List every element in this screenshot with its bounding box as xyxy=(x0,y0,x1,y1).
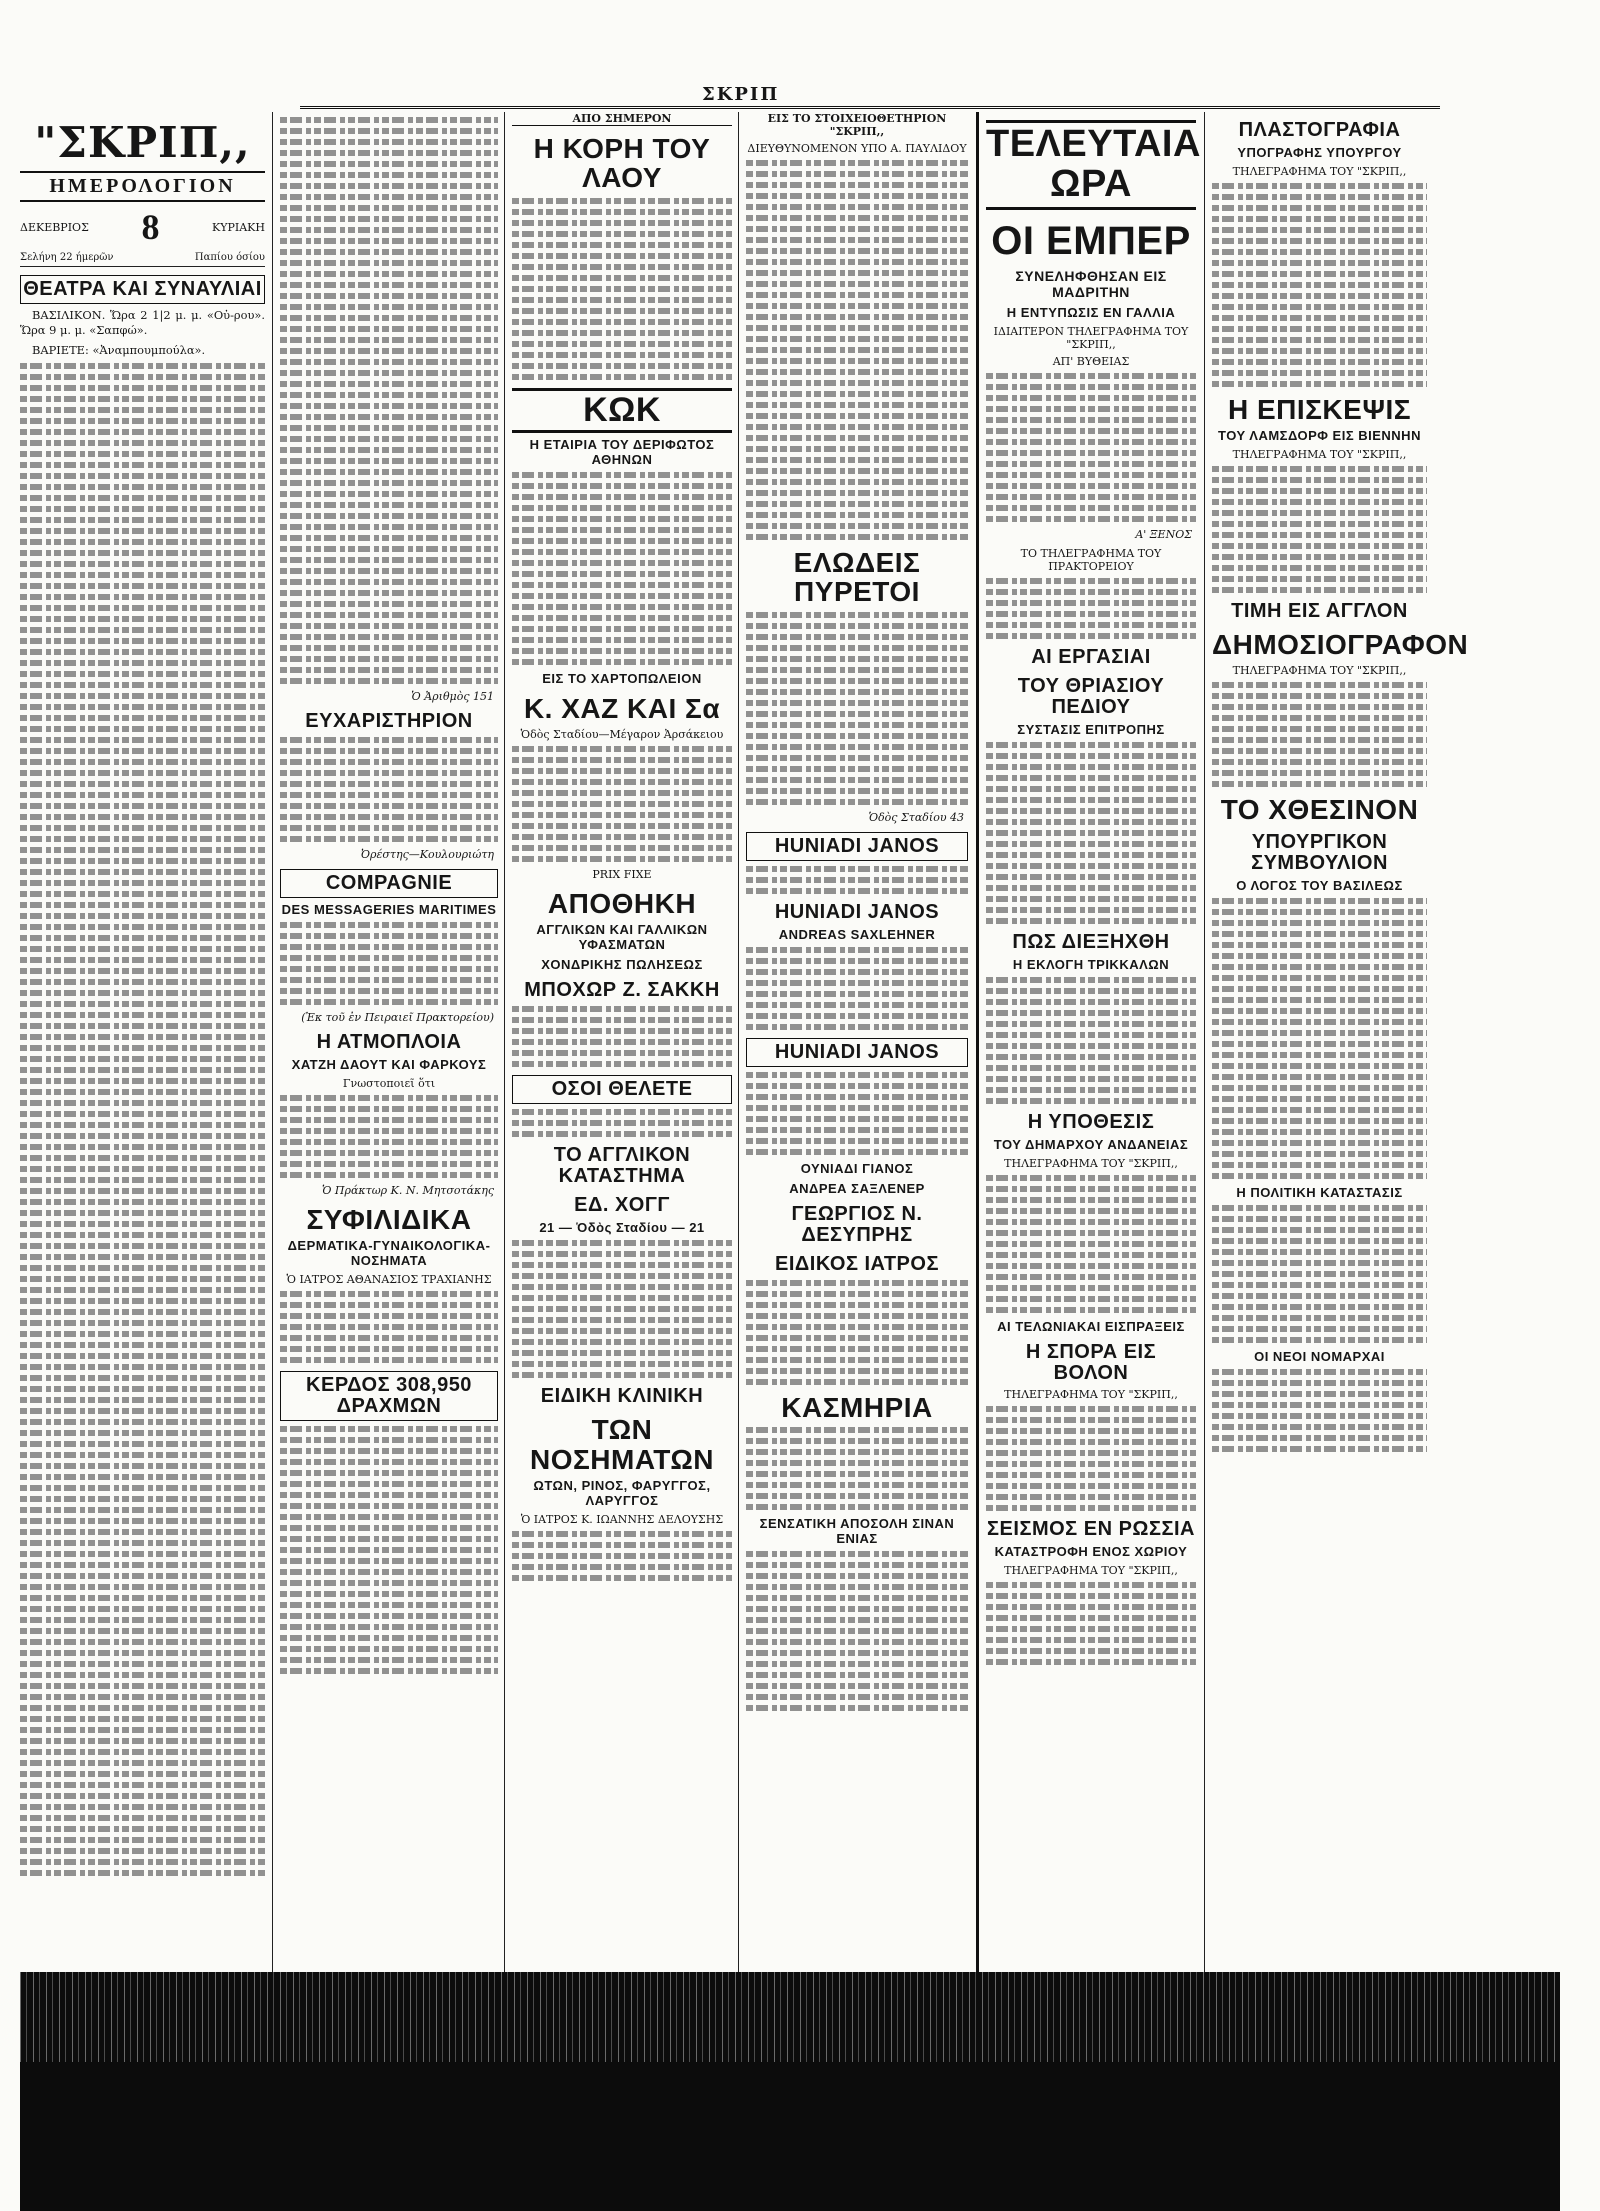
telegram-label: ΙΔΙΑΙΤΕΡΟΝ ΤΗΛΕΓΡΑΦΗΜΑ ΤΟΥ "ΣΚΡΙΠ,, xyxy=(993,324,1189,351)
section-label: ΑΠΟ ΣΗΜΕΡΟΝ xyxy=(512,112,732,126)
ad-subheading: ΧΟΝΔΡΙΚΗΣ ΠΩΛΗΣΕΩΣ xyxy=(541,957,703,973)
ad-subheading: ΥΠΟΓΡΑΦΗΣ ΥΠΟΥΡΓΟΥ xyxy=(1237,145,1402,160)
article-text-lines xyxy=(986,1406,1196,1511)
ad-heading: Η ΕΠΙΣΚΕΨΙΣ xyxy=(1227,394,1412,425)
theatres-heading: ΘΕΑΤΡΑ ΚΑΙ ΣΥΝΑΥΛΙΑΙ xyxy=(20,275,265,304)
theatre-listing: ΒΑΡΙΕΤΕ: «Ἀναμπουμπούλα». xyxy=(32,343,206,358)
ad-subheading: ΣΥΝΕΛΗΦΘΗΣΑΝ ΕΙΣ ΜΑΔΡΙΤΗΝ xyxy=(1015,267,1167,300)
column-6 xyxy=(1212,112,1469,1972)
ad-subheading: ΟΙ ΝΕΟΙ ΝΟΜΑΡΧΑΙ xyxy=(1254,1349,1385,1365)
ad-subheading: ΣΕΝΣΑΤΙΚΗ ΑΠΟΣΟΛΗ ΣΙΝΑΝ ΕΝΙΑΣ xyxy=(759,1516,955,1547)
column-1 xyxy=(20,112,265,1972)
ad-heading: ΠΩΣ ΔΙΕΞΗΧΘΗ xyxy=(1012,930,1170,953)
ad-heading: ΤΟ ΑΓΓΛΙΚΟΝ ΚΑΤΑΣΤΗΜΑ xyxy=(553,1144,691,1188)
ad-heading: ΟΣΟΙ ΘΕΛΕΤΕ xyxy=(512,1075,732,1104)
column-rule xyxy=(504,112,505,1972)
ad-heading: HUNIADI JANOS xyxy=(746,832,968,861)
article-text-lines xyxy=(1212,1205,1427,1343)
article-text-lines xyxy=(746,1072,968,1155)
ad-note: Ὁ ΙΑΤΡΟΣ Κ. ΙΩΑΝΝΗΣ ΔΕΛΟΥΣΗΣ xyxy=(520,1513,724,1527)
scan-border xyxy=(20,1972,1560,2211)
article-text-lines xyxy=(280,117,498,684)
ad-heading: COMPAGNIE xyxy=(280,869,498,898)
theatre-listing: ΒΑΣΙΛΙΚΟΝ. Ὥρα 2 1|2 μ. μ. «Οὐ-ρου». Ὥρα 9 μ. μ. «Σαπφώ». xyxy=(20,308,265,338)
article-text-lines xyxy=(280,1426,498,1674)
latest-hour-heading: ΤΕΛΕΥΤΑΙΑ ΩΡΑ xyxy=(986,120,1196,210)
ad-heading: ΤΩΝ ΝΟΣΗΜΑΤΩΝ xyxy=(529,1414,714,1475)
ad-subheading: DES MESSAGERIES MARITIMES xyxy=(281,902,497,917)
ad-heading: ΚΩΚ xyxy=(512,388,732,434)
ad-subheading: ΟΥΝΙΑΔΙ ΓΙΑΝΟΣ xyxy=(800,1160,914,1176)
ad-subheading: ANDREAS SAXLEHNER xyxy=(778,926,936,942)
ad-heading: ΕΙΔΙΚΟΣ ΙΑΤΡΟΣ xyxy=(775,1252,939,1275)
ad-heading: ΤΟ ΧΘΕΣΙΝΟΝ xyxy=(1220,793,1419,825)
article-text-lines xyxy=(512,1006,732,1067)
ad-heading: ΤΟΥ ΘΡΙΑΣΙΟΥ ΠΕΔΙΟΥ xyxy=(1017,674,1165,718)
section-label: ΕΙΣ ΤΟ ΣΤΟΙΧΕΙΟΘΕΤΗΡΙΟΝ "ΣΚΡΙΠ,, xyxy=(767,112,947,138)
column-2 xyxy=(280,112,498,1972)
ad-heading: ΑΠΟΘΗΚΗ xyxy=(547,887,697,919)
ad-heading: Κ. ΧΑΖ ΚΑΙ Σα xyxy=(523,693,721,725)
article-text-lines xyxy=(512,1531,732,1581)
ad-heading: ΔΗΜΟΣΙΟΓΡΑΦΟΝ xyxy=(1212,629,1469,661)
telegram-label: ΤΗΛΕΓΡΑΦΗΜΑ ΤΟΥ "ΣΚΡΙΠ,, xyxy=(1232,165,1407,178)
article-text-lines xyxy=(512,746,732,862)
calendar-date xyxy=(20,206,265,248)
ad-subheading: Η ΕΤΑΙΡΙΑ ΤΟΥ ΔΕΡΙΦΩΤΟΣ ΑΘΗΝΩΝ xyxy=(529,437,715,468)
article-text-lines xyxy=(746,612,968,805)
article-signature: Ὁ Πράκτωρ Κ. Ν. Μητσοτάκης xyxy=(321,1184,494,1197)
article-signature: Ὁδὸς Σταδίου 43 xyxy=(868,810,964,824)
calendar-notes xyxy=(20,252,265,267)
column-rule xyxy=(738,112,739,1972)
article-text-lines xyxy=(986,373,1196,522)
ad-heading: ΠΛΑΣΤΟΓΡΑΦΙΑ xyxy=(1238,119,1401,141)
ad-subheading: ΧΑΤΖΗ ΔΑΟΥΤ ΚΑΙ ΦΑΡΚΟΥΣ xyxy=(291,1057,487,1072)
ad-heading: ΕΙΔΙΚΗ ΚΛΙΝΙΚΗ xyxy=(540,1385,704,1408)
ad-heading: Η ΣΠΟΡΑ ΕΙΣ ΒΟΛΟΝ xyxy=(1025,1340,1157,1384)
article-text-lines xyxy=(1212,183,1427,387)
thanks-heading: ΕΥΧΑΡΙΣΤΗΡΙΟΝ xyxy=(305,710,473,732)
column-5 xyxy=(986,112,1201,1972)
telegram-label: ΤΟ ΤΗΛΕΓΡΑΦΗΜΑ ΤΟΥ ΠΡΑΚΤΟΡΕΙΟΥ xyxy=(1020,546,1162,573)
ad-subheading: ΣΥΣΤΑΣΙΣ ΕΠΙΤΡΟΠΗΣ xyxy=(1017,721,1165,737)
article-text-lines xyxy=(280,1291,498,1363)
ad-subheading: ΤΟΥ ΛΑΜΣΔΟΡΦ ΕΙΣ ΒΙΕΝΝΗΝ xyxy=(1218,428,1421,444)
article-text-lines xyxy=(746,1427,968,1510)
calendar-month: ΔΕΚΕΒΡΙΟΣ xyxy=(20,220,89,234)
calendar-saint: Παπίου όσίου xyxy=(194,252,265,263)
article-text-lines xyxy=(986,578,1196,639)
ad-subheading: ΤΟΥ ΔΗΜΑΡΧΟΥ ΑΝΔΑΝΕΙΑΣ xyxy=(993,1136,1189,1152)
ad-heading: ΣΕΙΣΜΟΣ ΕΝ ΡΩΣΣΙΑ xyxy=(987,1517,1195,1540)
column-rule xyxy=(1204,112,1205,1972)
article-text-lines xyxy=(512,1109,732,1137)
column-3 xyxy=(512,112,732,1972)
article-text-lines xyxy=(746,947,968,1030)
ad-heading: ΑΙ ΕΡΓΑΣΙΑΙ xyxy=(1031,645,1151,668)
newspaper-page xyxy=(20,112,1469,1972)
column-rule xyxy=(272,112,273,1972)
section-sublabel: ΔΙΕΥΘΥΝΟΜΕΝΟΝ ΥΠΟ Α. ΠΑΥΛΙΔΟΥ xyxy=(747,142,967,155)
article-text-lines xyxy=(280,1095,498,1178)
ad-subheading: ΑΝΔΡΕΑ ΣΑΞΛΕΝΕΡ xyxy=(789,1180,925,1196)
article-text-lines xyxy=(746,866,968,894)
calendar-weekday: ΚΥΡΙΑΚΗ xyxy=(212,220,265,234)
ad-subheading: ΚΑΤΑΣΤΡΟΦΗ ΕΝΟΣ ΧΩΡΙΟΥ xyxy=(994,1543,1188,1559)
ad-heading: ΥΠΟΥΡΓΙΚΟΝ ΣΥΜΒΟΥΛΙΟΝ xyxy=(1251,831,1388,875)
article-text-lines xyxy=(1212,898,1427,1179)
ad-heading: ΕΔ. ΧΟΓΓ xyxy=(574,1194,670,1217)
article-text-lines xyxy=(280,737,498,842)
ad-heading: ΜΠΟΧΩΡ Ζ. ΣΑΚΚΗ xyxy=(524,979,720,1002)
article-text-lines xyxy=(986,1582,1196,1665)
masthead-bar xyxy=(300,84,1440,109)
masthead-title: ΣΚΡΙΠ xyxy=(702,84,780,105)
telegram-label: ΤΗΛΕΓΡΑΦΗΜΑ ΤΟΥ "ΣΚΡΙΠ,, xyxy=(1232,448,1407,462)
telegram-label: ΤΗΛΕΓΡΑΦΗΜΑ ΤΟΥ "ΣΚΡΙΠ,, xyxy=(1004,1563,1178,1577)
ad-subheading: Η ΕΚΛΟΓΗ ΤΡΙΚΚΑΛΩΝ xyxy=(1012,956,1170,972)
calendar-moon: Σελήνη 22 ήμερῶν xyxy=(20,252,114,263)
article-signature: (Ἐκ τοῦ ἐν Πειραιεῖ Πρακτορείου) xyxy=(301,1011,494,1024)
article-signature: Α' ΞΕΝΟΣ xyxy=(1135,527,1192,541)
ad-heading: Η ΑΤΜΟΠΛΟΙΑ xyxy=(316,1031,462,1053)
article-text-lines xyxy=(986,742,1196,924)
dateline: ΑΠ' ΒΥΘΕΙΑΣ xyxy=(1052,354,1130,368)
ad-subheading: ΔΕΡΜΑΤΙΚΑ-ΓΥΝΑΙΚΟΛΟΓΙΚΑ-ΝΟΣΗΜΑΤΑ xyxy=(287,1238,491,1269)
ad-heading: ΚΑΣΜΗΡΙΑ xyxy=(781,1391,933,1423)
ad-heading: ΣΥΦΙΛΙΔΙΚΑ xyxy=(306,1204,472,1235)
calendar-heading: ΗΜΕΡΟΛΟΓΙΟΝ xyxy=(20,171,265,202)
ad-heading: ΟΙ ΕΜΠΕΡ xyxy=(991,218,1191,263)
article-text-lines xyxy=(512,198,732,380)
ad-subheading: ΕΙΣ ΤΟ ΧΑΡΤΟΠΩΛΕΙΟΝ xyxy=(542,671,702,687)
article-text-lines xyxy=(746,1551,968,1711)
article-signature: Ὁ Ἀριθμὸς 151 xyxy=(411,690,494,703)
ad-heading: ΤΙΜΗ ΕΙΣ ΑΓΓΛΟΝ xyxy=(1231,600,1408,623)
ad-note: Ὁ ΙΑΤΡΟΣ ΑΘΑΝΑΣΙΟΣ ΤΡΑΧΙΑΝΗΣ xyxy=(286,1273,492,1287)
ad-heading: ΕΛΩΔΕΙΣ ΠΥΡΕΤΟΙ xyxy=(793,547,921,608)
article-text-lines xyxy=(20,363,265,1876)
article-signature: Ὀρέστης—Κουλουριώτη xyxy=(361,848,494,861)
ad-subheading: ΑΙ ΤΕΛΩΝΙΑΚΑΙ ΕΙΣΠΡΑΞΕΙΣ xyxy=(997,1318,1185,1334)
column-rule xyxy=(976,112,979,1972)
ad-note: Ὁδὸς Σταδίου—Μέγαρον Ἀρσάκειου xyxy=(520,727,724,741)
ad-subheading: 21 — Ὁδὸς Σταδίου — 21 xyxy=(539,1220,705,1236)
article-text-lines xyxy=(986,977,1196,1104)
ad-subheading: Η ΠΟΛΙΤΙΚΗ ΚΑΤΑΣΤΑΣΙΣ xyxy=(1236,1185,1403,1201)
ad-subheading: Η ΕΝΤΥΠΩΣΙΣ ΕΝ ΓΑΛΛΙΑ xyxy=(1006,304,1176,320)
article-text-lines xyxy=(746,160,968,540)
telegram-label: ΤΗΛΕΓΡΑΦΗΜΑ ΤΟΥ "ΣΚΡΙΠ,, xyxy=(1004,1387,1178,1401)
article-text-lines xyxy=(1212,466,1427,593)
ad-note: Γνωστοποιεῖ ὅτι xyxy=(342,1077,436,1090)
ad-heading: Η ΥΠΟΘΕΣΙΣ xyxy=(1027,1110,1155,1133)
calendar-day-number: 8 xyxy=(141,207,160,247)
column-4 xyxy=(746,112,968,1972)
article-text-lines xyxy=(512,472,732,665)
ad-heading: Η ΚΟΡΗ ΤΟΥ ΛΑΟΥ xyxy=(533,133,711,194)
ad-subheading: ΑΓΓΛΙΚΩΝ ΚΑΙ ΓΑΛΛΙΚΩΝ ΥΦΑΣΜΑΤΩΝ xyxy=(536,922,708,953)
article-text-lines xyxy=(1212,682,1427,787)
ad-subheading: ΩΤΩΝ, ΡΙΝΟΣ, ΦΑΡΥΓΓΟΣ, ΛΑΡΥΓΓΟΣ xyxy=(533,1478,711,1509)
nameplate: "ΣΚΡΙΠ,, xyxy=(34,118,251,167)
ad-heading: HUNIADI JANOS xyxy=(774,900,940,923)
ad-subheading: Ο ΛΟΓΟΣ ΤΟΥ ΒΑΣΙΛΕΩΣ xyxy=(1236,878,1403,894)
ad-heading: ΓΕΩΡΓΙΟΣ Ν. ΔΕΣΥΠΡΗΣ xyxy=(791,1202,923,1246)
article-text-lines xyxy=(512,1240,732,1378)
ad-heading: HUNIADI JANOS xyxy=(746,1038,968,1067)
article-text-lines xyxy=(280,922,498,1005)
article-text-lines xyxy=(986,1175,1196,1313)
telegram-label: ΤΗΛΕΓΡΑΦΗΜΑ ΤΟΥ "ΣΚΡΙΠ,, xyxy=(1004,1156,1178,1170)
ad-note: PRIX FIXE xyxy=(592,867,652,881)
article-text-lines xyxy=(1212,1369,1427,1452)
article-text-lines xyxy=(746,1280,968,1385)
ad-heading: ΚΕΡΔΟΣ 308,950 ΔΡΑΧΜΩΝ xyxy=(280,1371,498,1421)
telegram-label: ΤΗΛΕΓΡΑΦΗΜΑ ΤΟΥ "ΣΚΡΙΠ,, xyxy=(1232,663,1407,677)
